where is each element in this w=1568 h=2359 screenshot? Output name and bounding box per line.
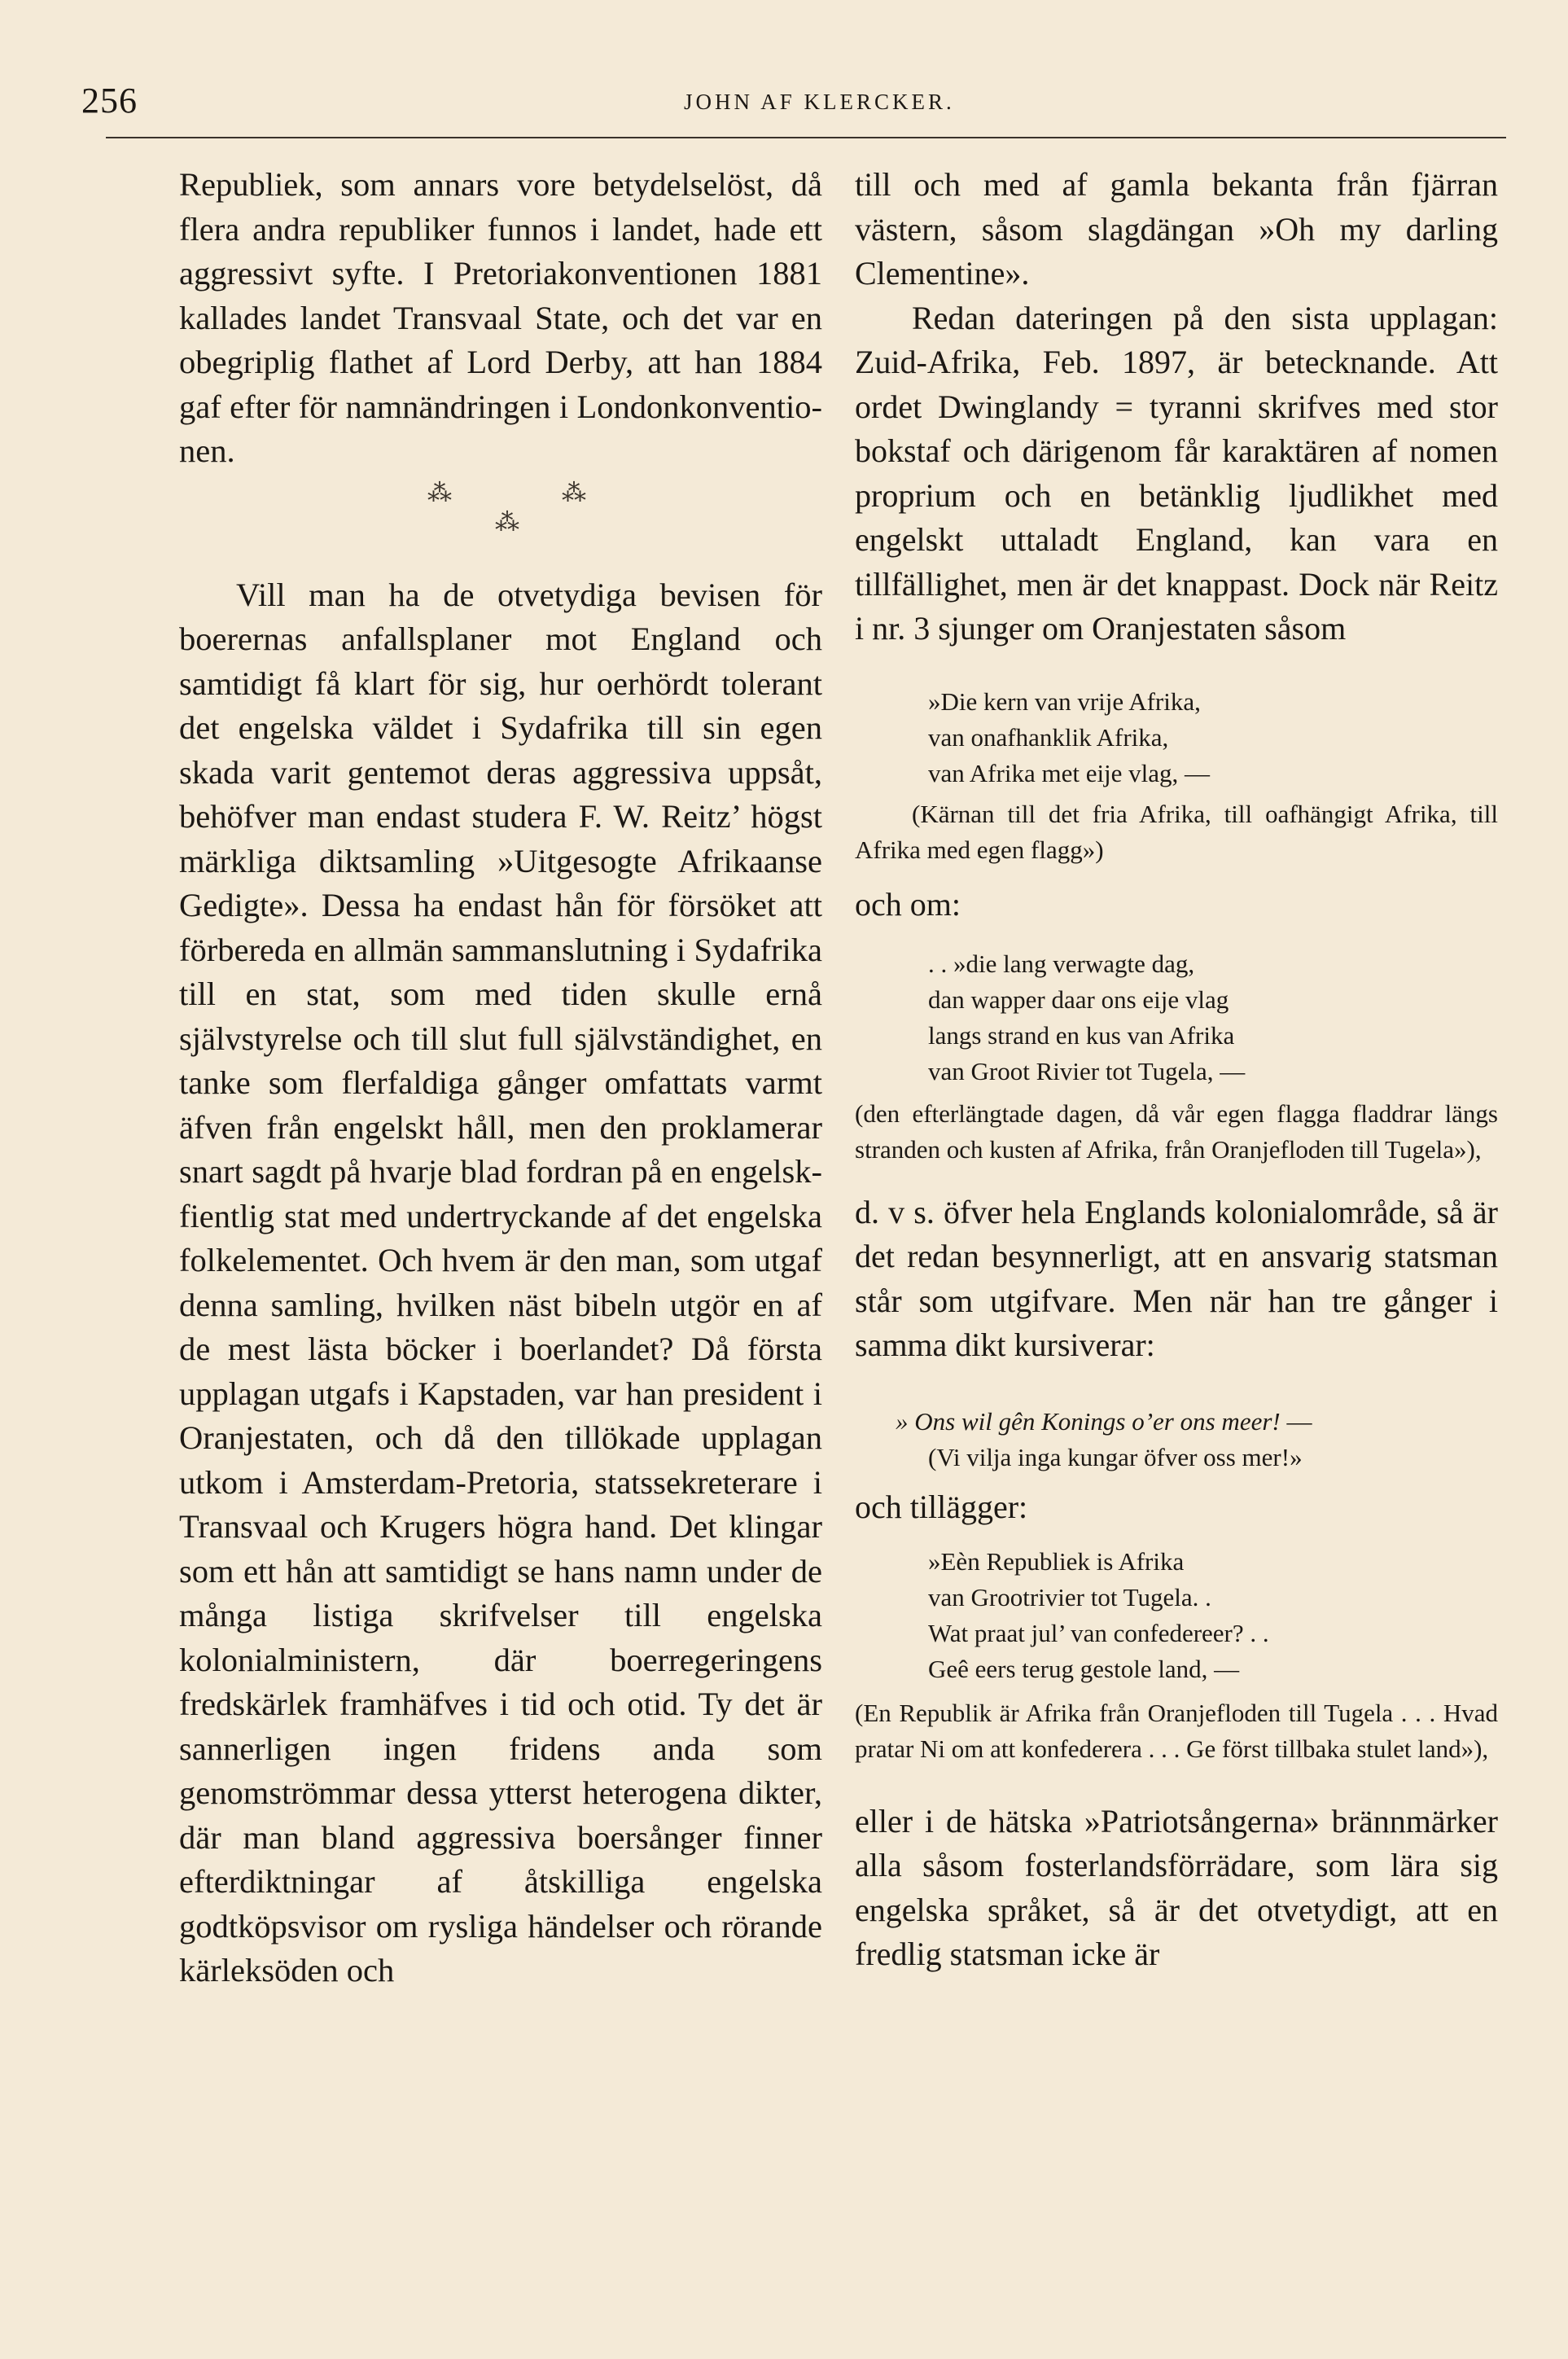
page-number: 256: [81, 81, 138, 121]
right-paragraph-2: Redan dateringen på den sista upplagan: Zuid-Afrika, Feb. 1897, är betecknande. Att ordet Dwinglandy = tyranni skrifves med stor bokstaf och därigenom får karaktären af nomen proprium och en betänklig ljudlikhet med engelskt uttaladt England, kan vara en tillfällighet, men är det knappast. Dock när Reitz i nr. 3 sjunger om Oranjestaten såsom: [855, 299, 1498, 647]
asterisk-icon: ⁂: [427, 479, 452, 506]
translation-2: (den efterlängtade dagen, då vår egen flagga fladdrar längs stranden och kusten af Afrika, från Oranjefloden till Tugela»),: [855, 1098, 1498, 1164]
verse-line: . . »die lang verwagte dag,: [928, 949, 1195, 978]
verse-italic-text: » Ons wil gên Konings o’er ons meer!: [896, 1406, 1281, 1436]
verse-line: Geê eers terug gestole land, —: [928, 1654, 1240, 1683]
verse-line: langs strand en kus van Afrika: [928, 1020, 1235, 1050]
verse-line: [896, 1404, 1498, 1440]
header-rule: [106, 137, 1506, 138]
translation-1: (Kärnan till det fria Afrika, till oafhängigt Afrika, till Afrika med egen flagg»): [855, 799, 1498, 864]
verse-quote-2: [855, 946, 1498, 1090]
right-paragraph-3: d. v s. öfver hela Englands kolonialområde, så är det redan besynnerligt, att en ansvarig statsman står som utgifvare. Men när han tre gånger i samma dikt kursiverar:: [855, 1193, 1498, 1363]
verse-line: van onafhanklik Afrika,: [928, 722, 1169, 752]
left-paragraph-1: Republiek, som annars vore betydelselöst, då flera andra republiker funnos i landet, hade ett aggressivt syfte. I Pretoriakonventionen 1881 kallades landet Transvaal State, och det var en obegriplig flathet af Lord Derby, att han 1884 gaf efter för namnändringen i Londonkonventionen.: [179, 166, 822, 469]
verse-quote-1: [855, 684, 1498, 791]
page-header: [81, 80, 1498, 145]
section-break-asterism: [179, 479, 822, 568]
verse-quote-3: [855, 1404, 1498, 1475]
left-paragraph-2: Vill man ha de otvetydiga bevisen för boerernas anfallsplaner mot England och samtidigt få klart för sig, hur oerhördt tolerant det engelska väldet i Sydafrika till sin egen skada varit gentemot deras aggressiva uppsåt, behöfver man endast studera F. W. Reitz’ högst märkliga diktsamling »Uitgesogte Afrikaanse Gedigte». Dessa ha endast hån för försöket att förbereda en allmän sammanslutning i Sydafrika till en stat, som med tiden skulle ernå självstyrelse och till slut full självständighet, en tanke som flerfaldiga gånger omfattats varmt äfven från engelskt håll, men den proklamerar snart sagdt på hvarje blad fordran på en engelskfientlig stat med undertryckande af det engelska folkelementet. Och hvem är den man, som utgaf denna samling, hvilken näst bibeln utgör en af de mest lästa böcker i boerlandet? Då första upplagan utgafs i Kapstaden, var han president i Oranjestaten, och då den tillökade upplagan utkom i Amsterdam-Pretoria, statssekreterare i Transvaal och Krugers högra hand. Det klingar som ett hån att samtidigt se hans namn under de många listiga skrifvelser till engelska kolonialministern, där boerregeringens fredskärlek framhäfves i tid och otid. Ty det är sannerligen ingen fridens anda som genomströmmar dessa ytterst heterogena dikter, där man bland aggressiva boersånger finner efterdiktningar af åtskilliga engelska godtköpsvisor om rysliga händelser och rörande kärleksöden och: [179, 576, 822, 1988]
verse-dash: —: [1280, 1406, 1312, 1436]
verse-quote-4: [855, 1544, 1498, 1687]
verse-line: »Die kern van vrije Afrika,: [928, 686, 1201, 716]
connector-och-om: och om:: [855, 885, 961, 923]
verse-line: dan wapper daar ons eije vlag: [928, 984, 1229, 1014]
verse-line: van Afrika met eije vlag, —: [928, 758, 1211, 787]
running-head: JOHN AF KLERCKER.: [684, 90, 955, 114]
right-column: [855, 163, 1498, 1977]
right-paragraph-1: till och med af gamla bekanta från fjärran västern, såsom slagdängan »Oh my darling Clementine».: [855, 166, 1498, 292]
verse-line: van Groot Rivier tot Tugela, —: [928, 1056, 1246, 1085]
verse-line: Wat praat jul’ van confedereer? . .: [928, 1618, 1269, 1647]
translation-3: (Vi vilja inga kungar öfver oss mer!»: [928, 1442, 1303, 1471]
connector-och-tillagger: och tillägger:: [855, 1488, 1028, 1525]
verse-line: »Eèn Republiek is Afrika: [928, 1546, 1185, 1576]
left-column: [179, 163, 822, 1993]
verse-line: van Grootrivier tot Tugela. .: [928, 1582, 1211, 1611]
asterisk-icon: ⁂: [495, 508, 519, 536]
translation-4: (En Republik är Afrika från Oranjefloden till Tugela . . . Hvad pratar Ni om att konfederera . . . Ge först tillbaka stulet land»),: [855, 1698, 1498, 1763]
asterisk-icon: ⁂: [562, 479, 586, 506]
right-paragraph-4: eller i de hätska »Patriotsångerna» brännmärker alla såsom fosterlandsförrädare, som lära sig engelska språket, så är det otvetydigt, att en fredlig statsman icke är: [855, 1802, 1498, 1972]
